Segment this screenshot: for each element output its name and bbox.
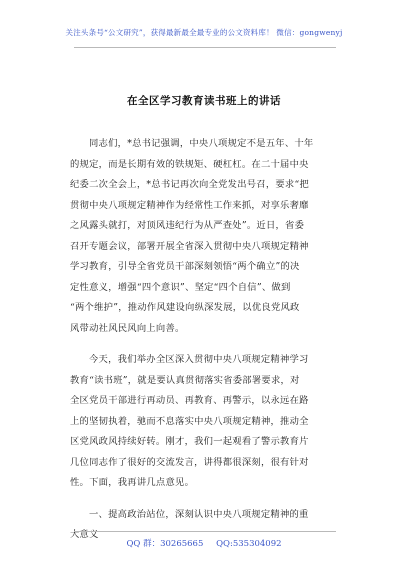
text-line: 几位同志作了很好的交流发言，讲得都很深刻，很有针对 xyxy=(70,456,309,468)
header-promo-text: 关注头条号“公文研究”，获得最新最全最专业的公文资料库！ 微信：gongwenyj xyxy=(65,28,343,37)
paragraph-1 xyxy=(70,134,342,339)
document-body xyxy=(70,134,342,546)
text-line: 之风露头就打，对顶风违纪行为从严查处”。近日，省委 xyxy=(70,220,305,231)
text-line: 区党风政风持续好转。刚才，我们一起观看了警示教育片 xyxy=(70,436,309,447)
document-title: 在全区学习教育读书班上的讲话 xyxy=(127,95,281,107)
text-line: 今天，我们举办全区深入贯彻中央八项规定精神学习 xyxy=(89,354,309,365)
footer-divider xyxy=(74,531,336,532)
text-line: 性。下面，我再讲几点意见。 xyxy=(70,477,195,488)
text-line: 纪委二次全会上，*总书记再次向全党发出号召，要求“把 xyxy=(70,179,310,190)
text-line: 定性意义，增强“四个意识”、坚定“四个自信”、做到 xyxy=(70,281,291,293)
qq-contact-number: QQ:535304092 xyxy=(216,539,282,549)
text-line: 同志们，*总书记强调，中央八项规定不是五年、十年 xyxy=(89,138,314,149)
qq-group-number: QQ 群：30265665 xyxy=(126,539,204,549)
paragraph-spacing xyxy=(70,339,342,350)
paragraph-spacing xyxy=(70,494,342,505)
text-line: 教育“读书班”，就是要认真贯彻落实省委部署要求，对 xyxy=(70,374,300,386)
text-line: 召开专题会议，部署开展全省深入贯彻中央八项规定精神 xyxy=(70,240,309,252)
text-line: 上的坚韧执着，驰而不息落实中央八项规定精神，推动全 xyxy=(70,415,309,427)
text-line: 风带动社风民风向上向善。 xyxy=(70,322,185,334)
text-line: 贯彻中央八项规定精神作为经常性工作来抓，对享乐奢靡 xyxy=(70,199,309,211)
text-line: 大意义 xyxy=(70,529,99,540)
text-line: 全区党员干部进行再动员、再教育、再警示，以永远在路 xyxy=(70,395,309,406)
footer-contact xyxy=(0,537,408,549)
text-line: 一、提高政治站位，深刻认识中央八项规定精神的重 xyxy=(89,508,309,520)
text-line: 学习教育，引导全省党员干部深刻领悟“两个确立”的决 xyxy=(70,261,300,272)
paragraph-2 xyxy=(70,350,342,494)
text-line: 的规定，而是长期有效的铁规矩、硬杠杠。在二十届中央 xyxy=(70,158,309,170)
header-divider xyxy=(74,47,336,48)
text-line: “两个维护”，推动作风建设向纵深发展，以优良党风政 xyxy=(70,302,300,313)
